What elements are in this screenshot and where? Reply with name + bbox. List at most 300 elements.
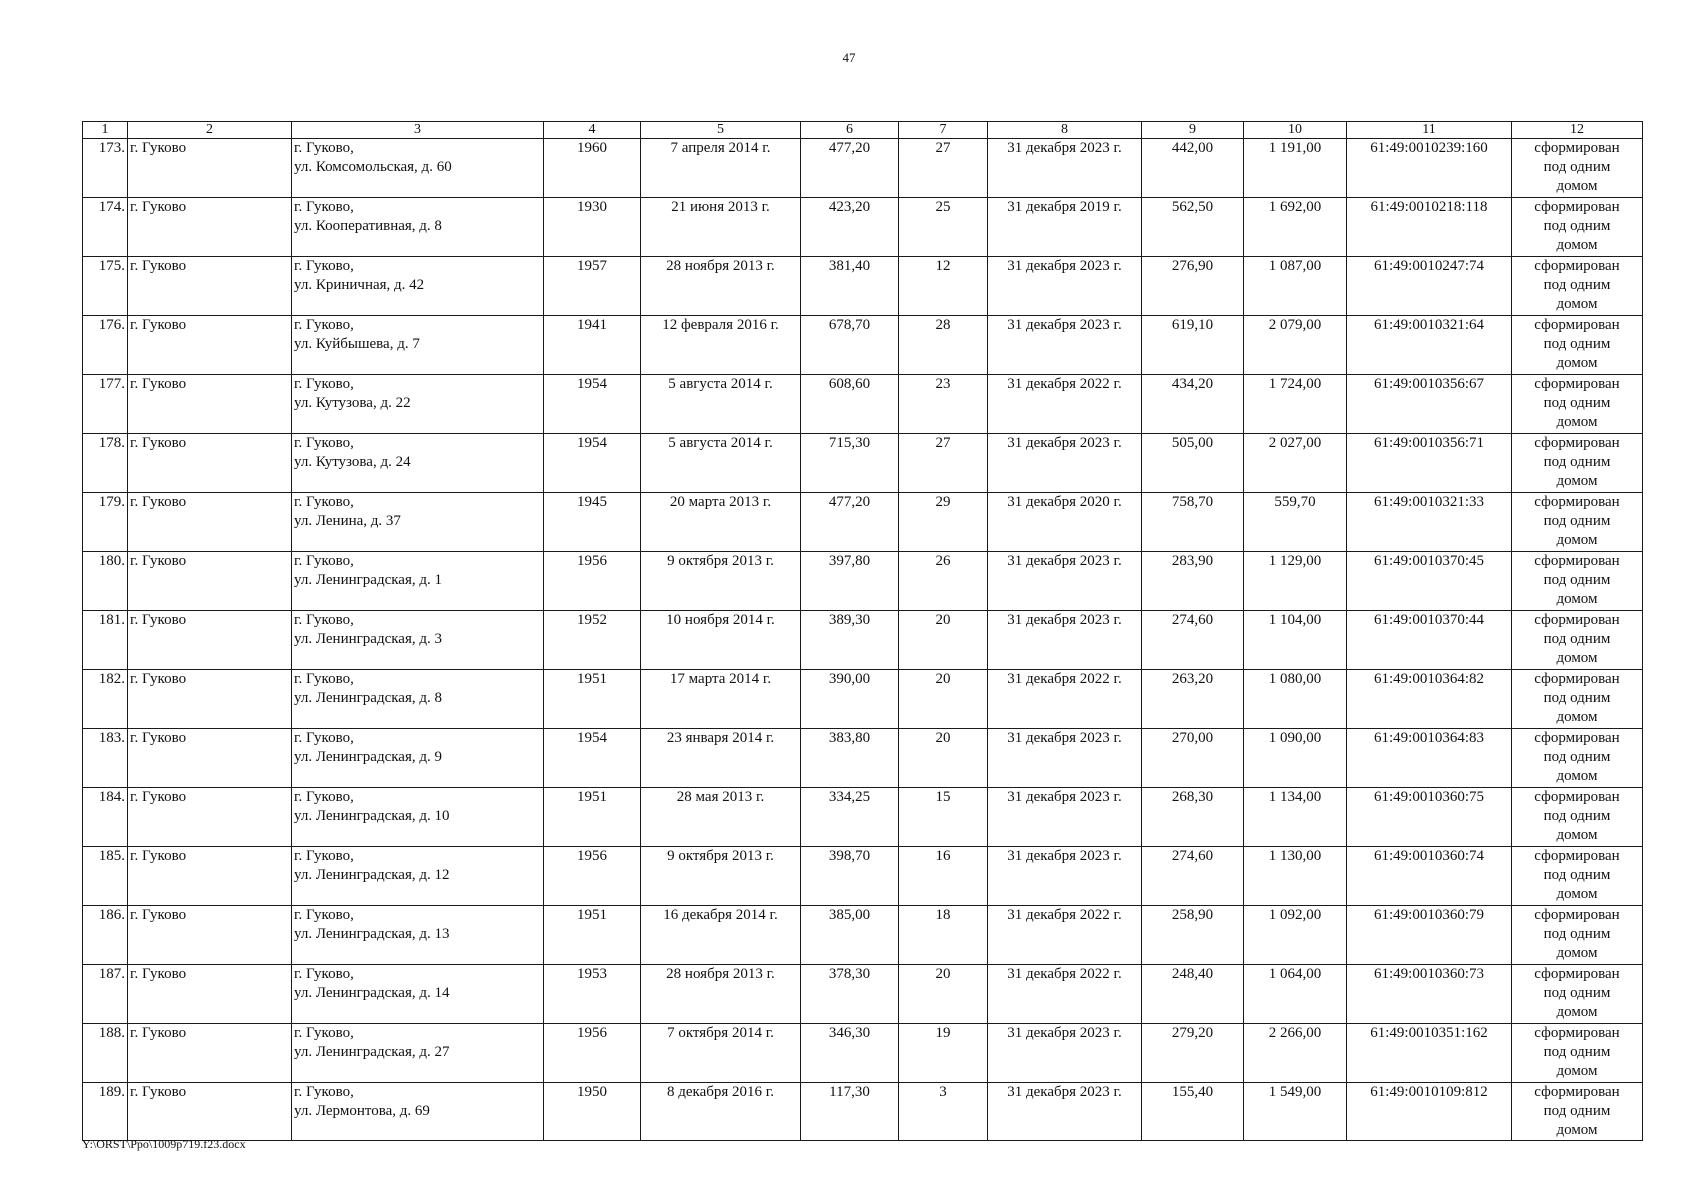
- column-header: 5: [641, 122, 801, 139]
- value-col10-cell: [1244, 257, 1347, 316]
- area-cell-text: 678,70: [828, 317, 871, 333]
- row-number: [83, 670, 128, 729]
- deadline-cell-text: 31 декабря 2023 г.: [1007, 789, 1122, 805]
- address-cell-text: г. Гуково,: [294, 907, 354, 923]
- residents-cell-text: 23: [935, 376, 951, 392]
- area-cell-text: 383,80: [828, 730, 871, 746]
- municipality-cell-text: г. Гуково: [130, 317, 187, 333]
- land-status-cell-text: под одним: [1543, 395, 1611, 411]
- row-number: [83, 493, 128, 552]
- cadastral-number-cell: [1347, 965, 1512, 1024]
- address-cell-text: г. Гуково,: [294, 730, 354, 746]
- table-row: [83, 375, 1643, 434]
- area-cell: [801, 611, 899, 670]
- land-status-cell-text: сформирован: [1534, 612, 1620, 628]
- land-status-cell-text: под одним: [1543, 690, 1611, 706]
- area-cell: [801, 729, 899, 788]
- recognition-date-cell-text: 28 мая 2013 г.: [676, 789, 765, 805]
- deadline-cell: [988, 375, 1142, 434]
- value-col10-cell-text: 1 090,00: [1268, 730, 1322, 746]
- build-year-cell: [544, 847, 641, 906]
- value-col9-cell-text: 562,50: [1171, 199, 1214, 215]
- build-year-cell: [544, 198, 641, 257]
- land-status-cell: [1512, 906, 1643, 965]
- deadline-cell-text: 31 декабря 2023 г.: [1007, 612, 1122, 628]
- land-status-cell: [1512, 611, 1643, 670]
- value-col9-cell-text: 434,20: [1171, 376, 1214, 392]
- recognition-date-cell-text: 23 января 2014 г.: [666, 730, 775, 746]
- table-row: [83, 316, 1643, 375]
- area-cell: [801, 434, 899, 493]
- address-cell-text: г. Гуково,: [294, 848, 354, 864]
- area-cell: [801, 139, 899, 198]
- cadastral-number-cell: [1347, 316, 1512, 375]
- area-cell-text: 397,80: [828, 553, 871, 569]
- deadline-cell: [988, 847, 1142, 906]
- land-status-cell: [1512, 1024, 1643, 1083]
- address-cell-text: ул. Ленинградская, д. 14: [294, 985, 450, 1001]
- deadline-cell-text: 31 декабря 2020 г.: [1007, 494, 1122, 510]
- recognition-date-cell-text: 21 июня 2013 г.: [671, 199, 770, 215]
- build-year-cell: [544, 316, 641, 375]
- recognition-date-cell-text: 16 декабря 2014 г.: [663, 907, 778, 923]
- build-year-cell-text: 1956: [577, 848, 607, 864]
- area-cell: [801, 1083, 899, 1141]
- value-col10-cell: [1244, 788, 1347, 847]
- deadline-cell: [988, 965, 1142, 1024]
- area-cell: [801, 552, 899, 611]
- municipality-cell: [128, 611, 292, 670]
- address-cell: [292, 965, 544, 1024]
- land-status-cell-text: под одним: [1543, 159, 1611, 175]
- municipality-cell-text: г. Гуково: [130, 140, 187, 156]
- cadastral-number-cell-text: 61:49:0010360:74: [1373, 848, 1484, 864]
- value-col10-cell-text: 1 191,00: [1268, 140, 1322, 156]
- value-col9-cell: [1142, 965, 1244, 1024]
- cadastral-number-cell-text: 61:49:0010360:79: [1373, 907, 1484, 923]
- municipality-cell-text: г. Гуково: [130, 671, 187, 687]
- table-row: [83, 906, 1643, 965]
- column-header: 10: [1244, 122, 1347, 139]
- recognition-date-cell-text: 20 марта 2013 г.: [669, 494, 772, 510]
- value-col9-cell: [1142, 434, 1244, 493]
- deadline-cell-text: 31 декабря 2023 г.: [1007, 730, 1122, 746]
- area-cell-text: 378,30: [828, 966, 871, 982]
- land-status-cell-text: домом: [1556, 1004, 1598, 1020]
- table-row: [83, 788, 1643, 847]
- address-cell-text: ул. Ленинградская, д. 10: [294, 808, 450, 824]
- land-status-cell-text: домом: [1556, 650, 1598, 666]
- address-cell: [292, 257, 544, 316]
- row-number: [83, 906, 128, 965]
- value-col9-cell-text: 274,60: [1171, 612, 1214, 628]
- address-cell-text: г. Гуково,: [294, 376, 354, 392]
- build-year-cell-text: 1945: [577, 494, 607, 510]
- build-year-cell-text: 1930: [577, 199, 607, 215]
- area-cell-text: 477,20: [828, 140, 871, 156]
- build-year-cell: [544, 1024, 641, 1083]
- recognition-date-cell-text: 17 марта 2014 г.: [669, 671, 772, 687]
- land-status-cell-text: сформирован: [1534, 494, 1620, 510]
- value-col10-cell: [1244, 729, 1347, 788]
- cadastral-number-cell-text: 61:49:0010351:162: [1370, 1025, 1488, 1041]
- land-status-cell-text: домом: [1556, 355, 1598, 371]
- area-cell: [801, 965, 899, 1024]
- cadastral-number-cell-text: 61:49:0010364:82: [1373, 671, 1484, 687]
- build-year-cell-text: 1957: [577, 258, 607, 274]
- value-col10-cell: [1244, 611, 1347, 670]
- area-cell-text: 385,00: [828, 907, 871, 923]
- row-number-text: 179.: [98, 494, 125, 510]
- municipality-cell-text: г. Гуково: [130, 848, 187, 864]
- table-row: [83, 434, 1643, 493]
- land-status-cell-text: сформирован: [1534, 671, 1620, 687]
- value-col9-cell-text: 758,70: [1171, 494, 1214, 510]
- value-col10-cell: [1244, 139, 1347, 198]
- residents-cell: [899, 316, 988, 375]
- address-cell: [292, 493, 544, 552]
- land-status-cell-text: домом: [1556, 709, 1598, 725]
- recognition-date-cell-text: 28 ноября 2013 г.: [666, 258, 775, 274]
- value-col10-cell-text: 1 064,00: [1268, 966, 1322, 982]
- land-status-cell-text: под одним: [1543, 867, 1611, 883]
- residents-cell-text: 19: [935, 1025, 951, 1041]
- page-number: 47: [842, 50, 856, 65]
- deadline-cell-text: 31 декабря 2023 г.: [1007, 553, 1122, 569]
- deadline-cell-text: 31 декабря 2022 г.: [1007, 907, 1122, 923]
- recognition-date-cell-text: 8 декабря 2016 г.: [667, 1084, 774, 1100]
- value-col10-cell-text: 1 692,00: [1268, 199, 1322, 215]
- build-year-cell: [544, 906, 641, 965]
- cadastral-number-cell: [1347, 1083, 1512, 1141]
- cadastral-number-cell: [1347, 493, 1512, 552]
- residents-cell: [899, 375, 988, 434]
- value-col10-cell-text: 2 079,00: [1268, 317, 1322, 333]
- residents-cell: [899, 198, 988, 257]
- table-row: [83, 847, 1643, 906]
- value-col10-cell-text: 1 130,00: [1268, 848, 1322, 864]
- residents-cell: [899, 729, 988, 788]
- build-year-cell-text: 1951: [577, 671, 607, 687]
- address-cell-text: г. Гуково,: [294, 258, 354, 274]
- row-number-text: 180.: [98, 553, 125, 569]
- cadastral-number-cell-text: 61:49:0010247:74: [1373, 258, 1484, 274]
- land-status-cell: [1512, 375, 1643, 434]
- residents-cell: [899, 1024, 988, 1083]
- recognition-date-cell: [641, 847, 801, 906]
- land-status-cell: [1512, 847, 1643, 906]
- cadastral-number-cell: [1347, 198, 1512, 257]
- residents-cell-text: 20: [935, 671, 951, 687]
- land-status-cell-text: домом: [1556, 768, 1598, 784]
- deadline-cell: [988, 316, 1142, 375]
- row-number: [83, 1083, 128, 1141]
- cadastral-number-cell-text: 61:49:0010360:73: [1373, 966, 1484, 982]
- municipality-cell-text: г. Гуково: [130, 494, 187, 510]
- recognition-date-cell: [641, 316, 801, 375]
- row-number: [83, 316, 128, 375]
- build-year-cell-text: 1941: [577, 317, 607, 333]
- land-status-cell-text: сформирован: [1534, 848, 1620, 864]
- land-status-cell-text: сформирован: [1534, 199, 1620, 215]
- address-cell-text: г. Гуково,: [294, 199, 354, 215]
- area-cell-text: 389,30: [828, 612, 871, 628]
- address-cell-text: ул. Ленинградская, д. 12: [294, 867, 450, 883]
- area-cell: [801, 493, 899, 552]
- residents-cell: [899, 906, 988, 965]
- row-number: [83, 375, 128, 434]
- deadline-cell: [988, 257, 1142, 316]
- value-col9-cell: [1142, 375, 1244, 434]
- row-number-text: 189.: [98, 1084, 125, 1100]
- municipality-cell-text: г. Гуково: [130, 435, 187, 451]
- residents-cell: [899, 1083, 988, 1141]
- cadastral-number-cell: [1347, 847, 1512, 906]
- build-year-cell: [544, 611, 641, 670]
- value-col9-cell-text: 258,90: [1171, 907, 1214, 923]
- cadastral-number-cell-text: 61:49:0010356:67: [1373, 376, 1484, 392]
- municipality-cell: [128, 493, 292, 552]
- address-cell-text: ул. Ленинградская, д. 1: [294, 572, 442, 588]
- value-col10-cell-text: 1 104,00: [1268, 612, 1322, 628]
- row-number: [83, 198, 128, 257]
- land-status-cell-text: сформирован: [1534, 553, 1620, 569]
- value-col10-cell-text: 2 266,00: [1268, 1025, 1322, 1041]
- recognition-date-cell-text: 7 октября 2014 г.: [667, 1025, 774, 1041]
- value-col10-cell: [1244, 434, 1347, 493]
- value-col9-cell: [1142, 847, 1244, 906]
- land-status-cell-text: под одним: [1543, 808, 1611, 824]
- row-number-text: 185.: [98, 848, 125, 864]
- residents-cell-text: 26: [935, 553, 951, 569]
- deadline-cell: [988, 906, 1142, 965]
- value-col9-cell-text: 279,20: [1171, 1025, 1214, 1041]
- cadastral-number-cell-text: 61:49:0010360:75: [1373, 789, 1484, 805]
- residents-cell-text: 16: [935, 848, 951, 864]
- value-col9-cell: [1142, 552, 1244, 611]
- land-status-cell-text: под одним: [1543, 1044, 1611, 1060]
- row-number-text: 182.: [98, 671, 125, 687]
- row-number-text: 175.: [98, 258, 125, 274]
- value-col9-cell-text: 442,00: [1171, 140, 1214, 156]
- land-status-cell: [1512, 198, 1643, 257]
- address-cell-text: ул. Кутузова, д. 22: [294, 395, 411, 411]
- recognition-date-cell-text: 7 апреля 2014 г.: [670, 140, 771, 156]
- land-status-cell-text: домом: [1556, 414, 1598, 430]
- row-number: [83, 434, 128, 493]
- value-col9-cell-text: 283,90: [1171, 553, 1214, 569]
- area-cell: [801, 788, 899, 847]
- deadline-cell: [988, 788, 1142, 847]
- address-cell-text: ул. Кооперативная, д. 8: [294, 218, 442, 234]
- land-status-cell: [1512, 1083, 1643, 1141]
- column-header: 8: [988, 122, 1142, 139]
- build-year-cell: [544, 729, 641, 788]
- value-col10-cell-text: 1 129,00: [1268, 553, 1322, 569]
- address-cell-text: г. Гуково,: [294, 140, 354, 156]
- value-col10-cell: [1244, 1083, 1347, 1141]
- table-row: [83, 670, 1643, 729]
- value-col9-cell: [1142, 788, 1244, 847]
- area-cell: [801, 316, 899, 375]
- value-col9-cell-text: 276,90: [1171, 258, 1214, 274]
- residents-cell: [899, 139, 988, 198]
- deadline-cell-text: 31 декабря 2023 г.: [1007, 1084, 1122, 1100]
- land-status-cell: [1512, 670, 1643, 729]
- build-year-cell: [544, 965, 641, 1024]
- address-cell-text: ул. Лермонтова, д. 69: [294, 1103, 430, 1119]
- area-cell-text: 334,25: [828, 789, 871, 805]
- address-cell: [292, 729, 544, 788]
- value-col9-cell-text: 619,10: [1171, 317, 1214, 333]
- municipality-cell-text: г. Гуково: [130, 966, 187, 982]
- row-number-text: 181.: [98, 612, 125, 628]
- land-status-cell-text: под одним: [1543, 926, 1611, 942]
- build-year-cell: [544, 139, 641, 198]
- residents-cell-text: 15: [935, 789, 951, 805]
- value-col9-cell: [1142, 1083, 1244, 1141]
- land-status-cell: [1512, 965, 1643, 1024]
- build-year-cell-text: 1953: [577, 966, 607, 982]
- land-status-cell-text: домом: [1556, 1122, 1598, 1138]
- municipality-cell: [128, 965, 292, 1024]
- recognition-date-cell: [641, 1083, 801, 1141]
- build-year-cell: [544, 670, 641, 729]
- deadline-cell: [988, 729, 1142, 788]
- build-year-cell: [544, 493, 641, 552]
- value-col10-cell-text: 1 549,00: [1268, 1084, 1322, 1100]
- column-header: 6: [801, 122, 899, 139]
- cadastral-number-cell: [1347, 375, 1512, 434]
- area-cell-text: 117,30: [829, 1084, 870, 1100]
- address-cell: [292, 611, 544, 670]
- recognition-date-cell-text: 5 августа 2014 г.: [668, 435, 773, 451]
- build-year-cell-text: 1956: [577, 1025, 607, 1041]
- land-status-cell-text: сформирован: [1534, 730, 1620, 746]
- land-status-cell-text: домом: [1556, 296, 1598, 312]
- cadastral-number-cell: [1347, 906, 1512, 965]
- build-year-cell-text: 1951: [577, 907, 607, 923]
- row-number: [83, 552, 128, 611]
- deadline-cell-text: 31 декабря 2023 г.: [1007, 317, 1122, 333]
- area-cell: [801, 375, 899, 434]
- table-row: [83, 139, 1643, 198]
- deadline-cell: [988, 493, 1142, 552]
- build-year-cell: [544, 257, 641, 316]
- municipality-cell-text: г. Гуково: [130, 258, 187, 274]
- build-year-cell-text: 1950: [577, 1084, 607, 1100]
- deadline-cell-text: 31 декабря 2022 г.: [1007, 376, 1122, 392]
- value-col10-cell: [1244, 670, 1347, 729]
- cadastral-number-cell: [1347, 552, 1512, 611]
- value-col10-cell: [1244, 906, 1347, 965]
- deadline-cell-text: 31 декабря 2023 г.: [1007, 258, 1122, 274]
- cadastral-number-cell-text: 61:49:0010370:44: [1373, 612, 1484, 628]
- row-number-text: 186.: [98, 907, 125, 923]
- cadastral-number-cell: [1347, 139, 1512, 198]
- table-row: [83, 257, 1643, 316]
- recognition-date-cell-text: 28 ноября 2013 г.: [666, 966, 775, 982]
- municipality-cell-text: г. Гуково: [130, 730, 187, 746]
- row-number: [83, 729, 128, 788]
- table-row: [83, 729, 1643, 788]
- area-cell-text: 398,70: [828, 848, 871, 864]
- municipality-cell: [128, 906, 292, 965]
- value-col10-cell-text: 1 092,00: [1268, 907, 1322, 923]
- recognition-date-cell: [641, 788, 801, 847]
- area-cell: [801, 1024, 899, 1083]
- build-year-cell-text: 1954: [577, 435, 607, 451]
- address-cell-text: г. Гуково,: [294, 1025, 354, 1041]
- address-cell: [292, 1083, 544, 1141]
- build-year-cell-text: 1960: [577, 140, 607, 156]
- residents-cell-text: 20: [935, 730, 951, 746]
- land-status-cell-text: под одним: [1543, 218, 1611, 234]
- land-status-cell-text: сформирован: [1534, 435, 1620, 451]
- cadastral-number-cell: [1347, 257, 1512, 316]
- value-col9-cell-text: 155,40: [1171, 1084, 1214, 1100]
- municipality-cell-text: г. Гуково: [130, 199, 187, 215]
- row-number-text: 173.: [98, 140, 125, 156]
- cadastral-number-cell: [1347, 1024, 1512, 1083]
- municipality-cell-text: г. Гуково: [130, 1025, 187, 1041]
- row-number: [83, 139, 128, 198]
- row-number-text: 187.: [98, 966, 125, 982]
- municipality-cell-text: г. Гуково: [130, 907, 187, 923]
- build-year-cell-text: 1954: [577, 376, 607, 392]
- value-col9-cell: [1142, 670, 1244, 729]
- address-cell-text: г. Гуково,: [294, 671, 354, 687]
- municipality-cell: [128, 1083, 292, 1141]
- land-status-cell-text: под одним: [1543, 336, 1611, 352]
- residents-cell: [899, 552, 988, 611]
- cadastral-number-cell-text: 61:49:0010356:71: [1373, 435, 1484, 451]
- cadastral-number-cell-text: 61:49:0010239:160: [1370, 140, 1488, 156]
- area-cell-text: 608,60: [828, 376, 871, 392]
- value-col10-cell: [1244, 552, 1347, 611]
- build-year-cell: [544, 375, 641, 434]
- address-cell-text: ул. Комсомольская, д. 60: [294, 159, 452, 175]
- recognition-date-cell-text: 5 августа 2014 г.: [668, 376, 773, 392]
- address-cell-text: г. Гуково,: [294, 966, 354, 982]
- recognition-date-cell: [641, 493, 801, 552]
- area-cell: [801, 198, 899, 257]
- value-col9-cell-text: 248,40: [1171, 966, 1214, 982]
- build-year-cell: [544, 552, 641, 611]
- cadastral-number-cell: [1347, 729, 1512, 788]
- recognition-date-cell: [641, 434, 801, 493]
- value-col9-cell: [1142, 611, 1244, 670]
- land-status-cell-text: под одним: [1543, 985, 1611, 1001]
- value-col9-cell: [1142, 139, 1244, 198]
- cadastral-number-cell: [1347, 788, 1512, 847]
- deadline-cell: [988, 552, 1142, 611]
- row-number: [83, 847, 128, 906]
- address-cell: [292, 139, 544, 198]
- address-cell-text: г. Гуково,: [294, 435, 354, 451]
- municipality-cell-text: г. Гуково: [130, 612, 187, 628]
- municipality-cell-text: г. Гуково: [130, 553, 187, 569]
- deadline-cell-text: 31 декабря 2019 г.: [1007, 199, 1122, 215]
- value-col9-cell: [1142, 198, 1244, 257]
- cadastral-number-cell-text: 61:49:0010321:64: [1373, 317, 1484, 333]
- municipality-cell: [128, 847, 292, 906]
- land-status-cell: [1512, 788, 1643, 847]
- value-col10-cell-text: 1 080,00: [1268, 671, 1322, 687]
- value-col10-cell: [1244, 375, 1347, 434]
- address-cell: [292, 198, 544, 257]
- deadline-cell-text: 31 декабря 2022 г.: [1007, 671, 1122, 687]
